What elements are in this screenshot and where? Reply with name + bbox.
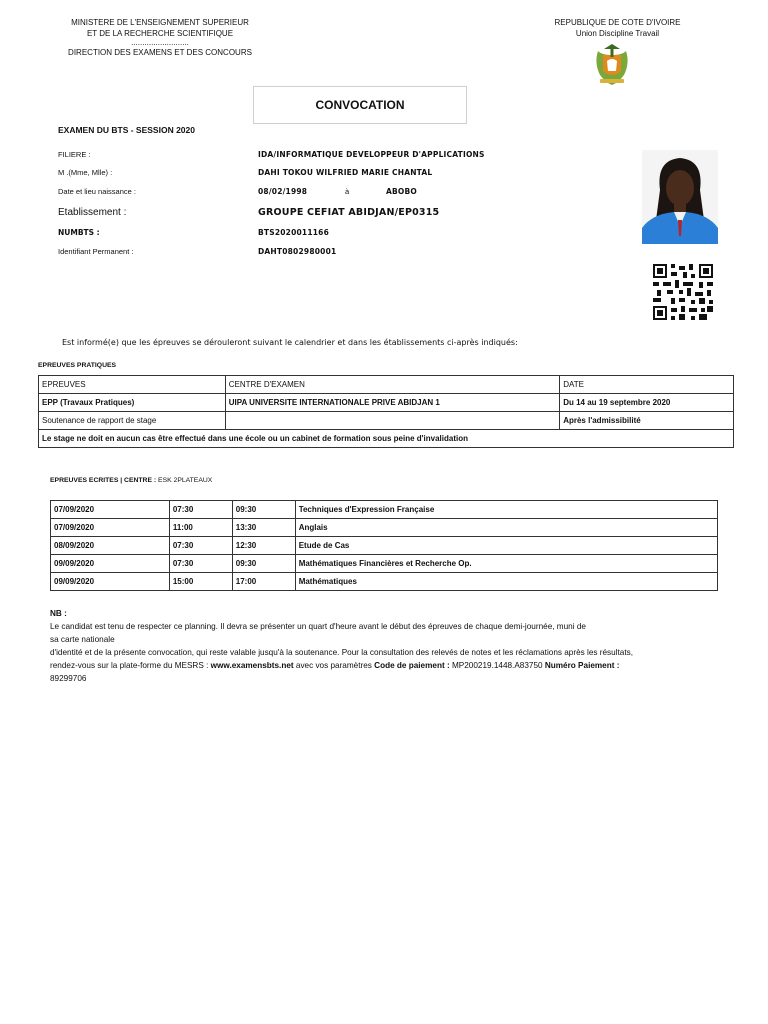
birth-place: ABOBO (386, 187, 417, 196)
date-cell: Du 14 au 19 septembre 2020 (560, 394, 734, 412)
end-time-cell: 12:30 (232, 537, 295, 555)
written-table (50, 500, 718, 591)
payment-code-value: MP200219.1448.A83750 (449, 661, 545, 670)
direction-line: DIRECTION DES EXAMENS ET DES CONCOURS (68, 48, 252, 57)
filiere-value: IDA/INFORMATIQUE DEVELOPPEUR D'APPLICATIONS (258, 150, 485, 159)
stage-note: Le stage ne doit en aucun cas être effectué dans une école ou un cabinet de formation sous peine d'invalidation (39, 430, 734, 448)
written-heading (50, 477, 212, 484)
practical-table (38, 375, 734, 448)
table-row (51, 519, 718, 537)
end-time-cell: 17:00 (232, 573, 295, 591)
practical-heading: EPREUVES PRATIQUES (38, 362, 117, 369)
birth-separator: à (345, 187, 350, 196)
name-label: M .(Mme, Mlle) : (58, 168, 113, 177)
nb-line-4 (50, 659, 720, 672)
ministry-line-2: ET DE LA RECHERCHE SCIENTIFIQUE (86, 29, 234, 38)
date-cell: 08/09/2020 (51, 537, 170, 555)
ministry-line-1: MINISTERE DE L'ENSEIGNEMENT SUPERIEUR (71, 18, 249, 27)
candidate-photo (642, 150, 718, 244)
start-time-cell: 15:00 (169, 573, 232, 591)
table-row (39, 394, 734, 412)
table-row (51, 501, 718, 519)
date-cell: 09/09/2020 (51, 573, 170, 591)
header-epreuves: EPREUVES (39, 376, 226, 394)
ministry-separator: .......................... (131, 38, 189, 47)
coat-of-arms-icon (592, 41, 632, 87)
identifiant-value: DAHT0802980001 (258, 247, 337, 256)
start-time-cell: 07:30 (169, 501, 232, 519)
centre-cell: UIPA UNIVERSITE INTERNATIONALE PRIVE ABIDJAN 1 (225, 394, 559, 412)
table-row (51, 537, 718, 555)
subject-cell: Mathématiques (295, 573, 717, 591)
header-centre: CENTRE D'EXAMEN (225, 376, 559, 394)
identifiant-label: Identifiant Permanent : (58, 247, 134, 256)
subject-cell: Techniques d'Expression Française (295, 501, 717, 519)
etablissement-value: GROUPE CEFIAT ABIDJAN/EP0315 (258, 207, 440, 218)
ministry-header (40, 17, 280, 58)
epreuve-cell: EPP (Travaux Pratiques) (39, 394, 226, 412)
intro-text: Est informé(e) que les épreuves se dérouleront suivant le calendrier et dans les établissements ci-après indiqués: (62, 338, 518, 347)
written-heading-a: EPREUVES ECRITES | (50, 477, 125, 484)
table-row (51, 573, 718, 591)
end-time-cell: 13:30 (232, 519, 295, 537)
centre-cell (225, 412, 559, 430)
numbts-label: NUMBTS : (58, 228, 100, 237)
header-date: DATE (560, 376, 734, 394)
etablissement-label: Etablissement : (58, 207, 127, 218)
end-time-cell: 09:30 (232, 501, 295, 519)
table-header-row (39, 376, 734, 394)
nb-line-2: sa carte nationale (50, 635, 115, 644)
nb-label: NB : (50, 609, 67, 618)
website-link[interactable]: www.examensbts.net (210, 661, 294, 670)
end-time-cell: 09:30 (232, 555, 295, 573)
start-time-cell: 11:00 (169, 519, 232, 537)
table-row (51, 555, 718, 573)
motto-line: Union Discipline Travail (575, 29, 660, 38)
birth-label: Date et lieu naissance : (58, 187, 136, 196)
qr-code-icon (653, 264, 713, 320)
nb-line-4-a: rendez-vous sur la plate-forme du MESRS : (50, 661, 211, 670)
republic-line: REPUBLIQUE DE COTE D'IVOIRE (554, 18, 681, 27)
name-value: DAHI TOKOU WILFRIED MARIE CHANTAL (258, 168, 433, 177)
republic-header (530, 17, 705, 39)
nb-line-4-b: avec vos paramètres (293, 661, 375, 670)
payment-code-label: Code de paiement : (374, 661, 450, 670)
table-row (39, 430, 734, 448)
start-time-cell: 07:30 (169, 537, 232, 555)
written-centre-value: ESK 2PLATEAUX (156, 477, 213, 484)
date-cell: 07/09/2020 (51, 501, 170, 519)
document-title: CONVOCATION (253, 86, 467, 124)
date-cell: 07/09/2020 (51, 519, 170, 537)
date-cell: Après l'admissibilité (560, 412, 734, 430)
nb-line-1: Le candidat est tenu de respecter ce planning. Il devra se présenter un quart d'heure avant le début des épreuves de chaque demi-journée, muni de (50, 622, 586, 631)
start-time-cell: 07:30 (169, 555, 232, 573)
subject-cell: Mathématiques Financières et Recherche Op. (295, 555, 717, 573)
exam-title: EXAMEN DU BTS - SESSION 2020 (58, 125, 195, 135)
numbts-value: BTS2020011166 (258, 228, 330, 237)
filiere-label: FILIERE : (58, 150, 91, 159)
table-row (39, 412, 734, 430)
nb-line-3: d'identité et de la présente convocation, qui reste valable jusqu'à la soutenance. Pour la consultation des relevés de notes et les réclamations après les résultats, (50, 648, 633, 657)
nb-section (50, 607, 720, 685)
date-cell: 09/09/2020 (51, 555, 170, 573)
payment-number-label: Numéro Paiement : (544, 661, 620, 670)
birth-date: 08/02/1998 (258, 187, 308, 196)
subject-cell: Etude de Cas (295, 537, 717, 555)
payment-number-value: 89299706 (50, 674, 87, 683)
epreuve-cell: Soutenance de rapport de stage (39, 412, 226, 430)
subject-cell: Anglais (295, 519, 717, 537)
written-centre-label: CENTRE : (124, 477, 157, 484)
